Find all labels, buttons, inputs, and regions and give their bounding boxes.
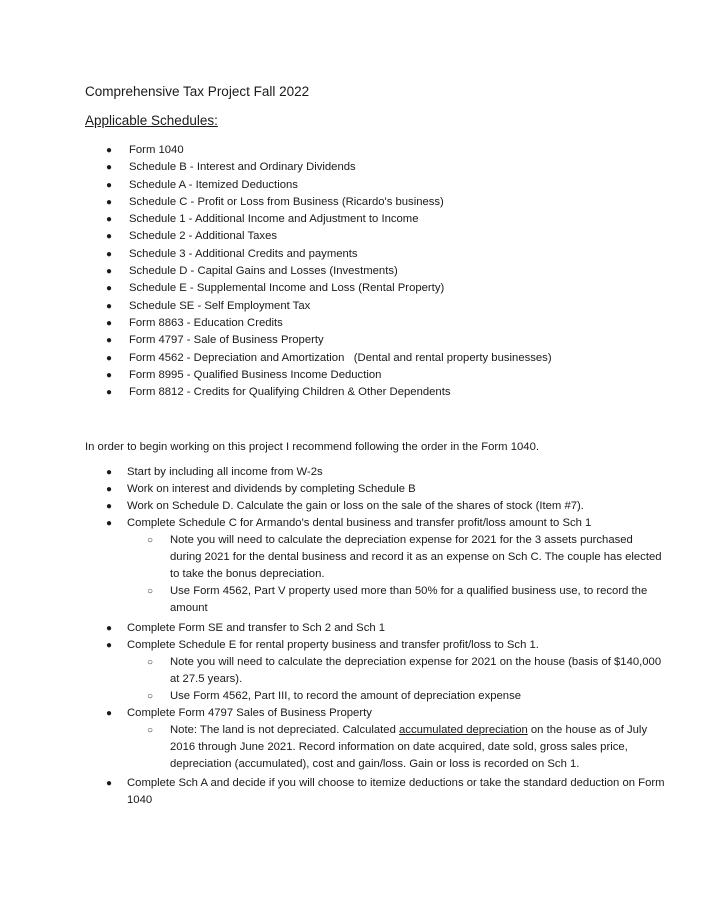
sub-list: [127, 722, 666, 773]
bullet-icon: ●: [106, 369, 113, 381]
bullet-icon: ●: [106, 708, 113, 719]
list-item: ● Schedule SE - Self Employment Tax: [106, 298, 552, 315]
bullet-icon: ●: [106, 623, 113, 634]
list-item: ● Schedule 2 - Additional Taxes: [106, 228, 552, 245]
list-item: ● Schedule E - Supplemental Income and Loss (Rental Property): [106, 280, 552, 297]
bullet-icon: ●: [106, 352, 113, 364]
bullet-icon: ●: [106, 179, 113, 191]
bullet-icon: ●: [106, 467, 113, 478]
step-item: ● Complete Sch A and decide if you will choose to itemize deductions or take the standard deduction on Form 1040: [106, 777, 665, 806]
list-item: ● Form 8812 - Credits for Qualifying Children & Other Dependents: [106, 384, 552, 401]
circle-bullet-icon: ○: [147, 657, 154, 668]
circle-bullet-icon: ○: [147, 535, 154, 546]
bullet-icon: ●: [106, 387, 113, 399]
circle-bullet-icon: ○: [147, 586, 154, 597]
sub-item: ○ Note: The land is not depreciated. Calculated accumulated depreciation on the house as of July 2016 through June 2021. Record information on date acquired, date sold, gross sales price, depreciation (accumulated), cost and gain/loss. Gain or loss is recorded on Sch 1.: [147, 724, 648, 770]
list-item: ● Form 4797 - Sale of Business Property: [106, 332, 552, 349]
bullet-icon: ●: [106, 283, 113, 295]
list-item: ● Form 8863 - Education Credits: [106, 315, 552, 332]
bullet-icon: ●: [106, 196, 113, 208]
bullet-icon: ●: [106, 300, 113, 312]
list-item: ● Form 1040: [106, 142, 552, 159]
bullet-icon: ●: [106, 317, 113, 329]
step-item: ● Work on Schedule D. Calculate the gain or loss on the sale of the shares of stock (Item #7).: [106, 498, 666, 515]
accumulated-depreciation-text: accumulated depreciation: [399, 724, 528, 736]
step-item: ● Complete Form SE and transfer to Sch 2 and Sch 1: [106, 620, 666, 637]
list-item: ● Form 4562 - Depreciation and Amortization (Dental and rental property businesses): [106, 350, 552, 367]
circle-bullet-icon: ○: [147, 691, 154, 702]
bullet-icon: ●: [106, 145, 113, 156]
list-item: ● Form 8995 - Qualified Business Income Deduction: [106, 367, 552, 384]
steps-list: [106, 464, 666, 809]
bullet-icon: ●: [106, 335, 113, 347]
schedules-heading: Applicable Schedules:: [85, 113, 218, 128]
bullet-icon: ●: [106, 162, 113, 174]
step-item: ● Complete Schedule C for Armando's dental business and transfer profit/loss amount to Sch 1 ○ Note you will need to calculate the depreciation expense for 2021 for the 3 assets purchased during 2021 for the dental business and record it as an expense on Sch C. The couple has elected to take the bonus depreciation. ○ Use Form 4562, Part V property used more than 50% for a qualified business use, to record the amount: [106, 515, 666, 617]
bullet-icon: ●: [106, 501, 113, 512]
bullet-icon: ●: [106, 518, 113, 529]
bullet-icon: ●: [106, 778, 113, 789]
sub-item: ○ Use Form 4562, Part III, to record the amount of depreciation expense: [127, 688, 666, 705]
sub-list: [127, 654, 666, 705]
bullet-icon: ●: [106, 248, 113, 260]
step-item: ● Start by including all income from W-2s: [106, 464, 666, 481]
intro-paragraph: In order to begin working on this project I recommend following the order in the Form 1040.: [85, 441, 539, 453]
bullet-icon: ●: [106, 214, 113, 226]
step-item: ● Complete Schedule E for rental property business and transfer profit/loss to Sch 1. ○ Note you will need to calculate the depreciation expense for 2021 on the house (basis of $140,000 at 27.5 years). ○ Use Form 4562, Part III, to record the amount of depreciation expense: [106, 637, 666, 705]
list-item: ● Schedule C - Profit or Loss from Business (Ricardo's business): [106, 194, 552, 211]
document-title: Comprehensive Tax Project Fall 2022: [85, 84, 310, 99]
bullet-icon: ●: [106, 640, 113, 651]
schedules-list: [106, 142, 552, 401]
bullet-icon: ●: [106, 484, 113, 495]
sub-item: ○ Use Form 4562, Part V property used more than 50% for a qualified business use, to record the amount: [147, 585, 648, 614]
bullet-icon: ●: [106, 231, 113, 243]
bullet-icon: ●: [106, 266, 113, 278]
step-item: ● Complete Form 4797 Sales of Business Property ○ Note: The land is not depreciated. Calculated accumulated depreciation on the house as of July 2016 through June 2021. Record information on date acquired, date sold, gross sales price, depreciation (accumulated), cost and gain/loss. Gain or loss is recorded on Sch 1.: [106, 705, 666, 773]
step-item: ● Work on interest and dividends by completing Schedule B: [106, 481, 666, 498]
sub-item: ○ Note you will need to calculate the depreciation expense for 2021 for the 3 assets purchased during 2021 for the dental business and record it as an expense on Sch C. The couple has elected to take the bonus depreciation.: [147, 534, 662, 580]
list-item: ● Schedule 3 - Additional Credits and payments: [106, 246, 552, 263]
list-item: ● Schedule B - Interest and Ordinary Dividends: [106, 159, 552, 176]
sub-item: ○ Note you will need to calculate the depreciation expense for 2021 on the house (basis of $140,000 at 27.5 years).: [147, 656, 662, 685]
list-item: ● Schedule A - Itemized Deductions: [106, 177, 552, 194]
circle-bullet-icon: ○: [147, 725, 154, 736]
sub-list: [127, 532, 666, 617]
list-item: ● Schedule 1 - Additional Income and Adjustment to Income: [106, 211, 552, 228]
list-item: ● Schedule D - Capital Gains and Losses (Investments): [106, 263, 552, 280]
